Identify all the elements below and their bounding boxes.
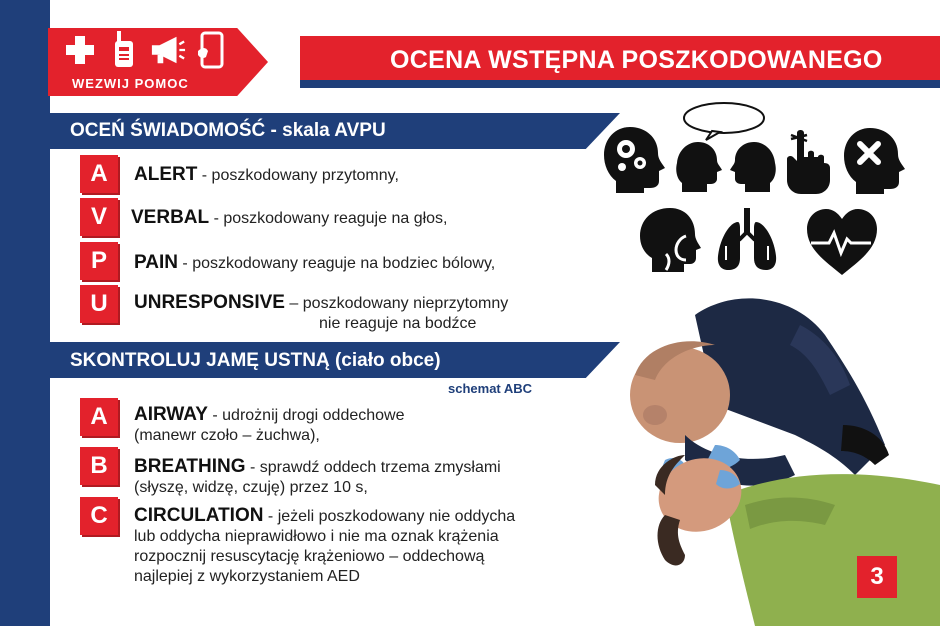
open-airway-head-icon [636,206,706,276]
left-stripe [0,0,50,626]
head-x-icon [840,124,910,194]
avpu-keyword: UNRESPONSIVE [134,292,285,313]
avpu-letter-a: A [80,155,118,193]
abc-row-circulation [134,506,515,587]
abc-letter-a: A [80,398,118,436]
abc-keyword: AIRWAY [134,404,208,425]
abc-row-breathing [134,457,501,498]
abc-keyword: CIRCULATION [134,505,264,526]
finger-pain-icon [783,125,833,195]
abc-row-airway [134,405,404,446]
phone-icon [194,30,230,70]
schema-label: schemat ABC [448,381,533,396]
help-icons [62,30,230,70]
avpu-section-title: OCEŃ ŚWIADOMOŚĆ - skala AVPU [70,120,386,141]
abc-letter-b: B [80,447,118,485]
abc-section-title: SKONTROLUJ JAMĘ USTNĄ (ciało obce) [70,350,441,371]
avpu-keyword: PAIN [134,252,178,273]
avpu-letter-v: V [80,198,118,236]
avpu-desc: - poszkodowany reaguje na bodziec bólowy, [177,255,496,272]
avpu-row-verbal [131,208,448,229]
avpu-row-alert [134,165,399,186]
first-aid-cross-icon [62,30,98,70]
avpu-letter-p: P [80,242,118,280]
speaking-heads-icon [676,102,776,197]
abc-desc: - jeżeli poszkodowany nie oddycha [263,508,516,525]
radio-icon [106,30,142,70]
abc-desc: - sprawdź oddech trzema zmysłami [245,459,501,476]
avpu-keyword: VERBAL [131,207,210,228]
avpu-row-unresponsive [134,293,508,334]
abc-desc-line: najlepiej z wykorzystaniem AED [134,568,360,585]
title-bar-underline [300,80,940,88]
head-gears-icon [600,123,670,193]
avpu-row-pain [134,253,495,274]
avpu-desc-cont: nie reaguje na bodźce [319,315,477,332]
page-number: 3 [857,556,897,598]
lungs-icon [712,206,782,276]
abc-keyword: BREATHING [134,456,246,477]
abc-desc-line: (słyszę, widzę, czuję) przez 10 s, [134,479,368,496]
abc-desc-line: lub oddycha nieprawidłowo i nie ma oznak krążenia [134,528,499,545]
call-help-label: WEZWIJ POMOC [72,76,189,91]
avpu-desc: – poszkodowany nieprzytomny [284,295,509,312]
avpu-keyword: ALERT [134,164,198,185]
abc-desc-line: (manewr czoło – żuchwa), [134,427,320,444]
abc-desc: - udrożnij drogi oddechowe [207,407,405,424]
avpu-letter-u: U [80,285,118,323]
megaphone-icon [150,30,186,70]
avpu-desc: - poszkodowany przytomny, [197,167,399,184]
avpu-desc: - poszkodowany reaguje na głos, [209,210,448,227]
page-title: OCENA WSTĘPNA POSZKODOWANEGO [390,46,883,74]
abc-letter-c: C [80,497,118,535]
abc-desc-line: rozpocznij resuscytację krążeniowo – oddechową [134,548,485,565]
heart-pulse-icon [805,207,875,277]
